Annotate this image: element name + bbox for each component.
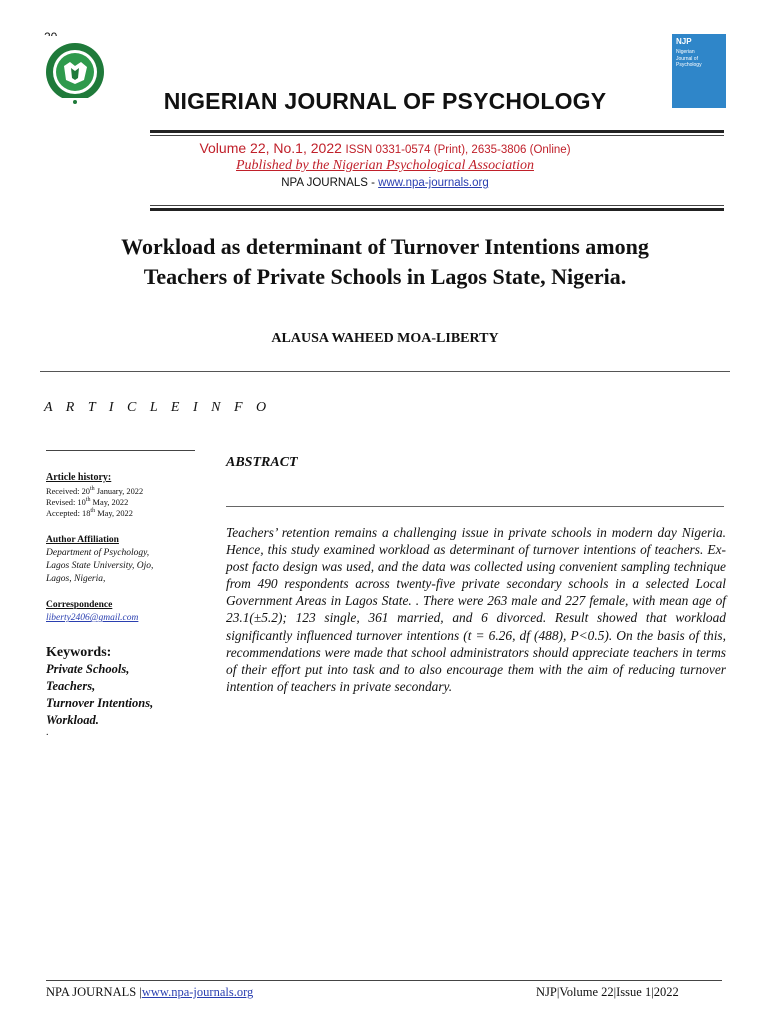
article-info-divider <box>46 450 195 451</box>
volume-line <box>0 140 770 156</box>
keyword-item: Private Schools, <box>46 662 130 676</box>
cover-line: Psychology <box>676 62 702 68</box>
author-affiliation-heading: Author Affiliation <box>46 535 119 545</box>
header-rule-top-thin <box>150 135 724 136</box>
paper-title-line: Workload as determinant of Turnover Intentions among <box>121 234 649 259</box>
header-rule-top <box>150 130 724 133</box>
header-rule-bottom-thin <box>150 205 724 206</box>
affiliation-line: Department of Psychology, <box>46 548 150 558</box>
article-history-heading: Article history: <box>46 472 112 483</box>
issn-info: ISSN 0331-0574 (Print), 2635-3806 (Online) <box>345 144 571 156</box>
correspondence-heading: Correspondence <box>46 600 113 610</box>
trailing-dot: . <box>46 727 49 738</box>
header-rule-bottom <box>150 208 724 211</box>
publisher-line: Published by the Nigerian Psychological Association <box>236 158 534 173</box>
footer-journal <box>46 985 253 1000</box>
volume-info: Volume 22, No.1, 2022 <box>199 140 342 156</box>
footer-issue-info: NJP|Volume 22|Issue 1|2022 <box>536 985 679 999</box>
journal-title: NIGERIAN JOURNAL OF PSYCHOLOGY <box>163 88 607 114</box>
npa-label: NPA JOURNALS - <box>281 177 379 189</box>
npa-journals-line <box>0 177 770 189</box>
cover-subtitle <box>676 49 702 69</box>
revised-date: Revised: 10th May, 2022 <box>46 497 129 507</box>
cover-line: Journal of <box>676 55 698 62</box>
footer-label: NPA JOURNALS | <box>46 985 142 999</box>
received-date: Received: 20th January, 2022 <box>46 486 144 496</box>
abstract-heading: ABSTRACT <box>226 455 298 470</box>
cover-title: NJP <box>676 37 692 46</box>
footer-website-link[interactable]: www.npa-journals.org <box>141 985 254 999</box>
keyword-item: Workload. <box>46 713 99 727</box>
keyword-item: Teachers, <box>46 679 96 693</box>
keywords-heading: Keywords: <box>46 645 112 660</box>
article-info-heading: A R T I C L E I N F O <box>44 400 272 415</box>
paper-title <box>60 232 710 292</box>
keyword-item: Turnover Intentions, <box>46 696 154 710</box>
npa-website-link[interactable]: www.npa-journals.org <box>378 177 489 189</box>
accepted-date: Accepted: 18th May, 2022 <box>46 508 133 518</box>
affiliation-line: Lagos, Nigeria, <box>46 574 106 584</box>
correspondence-email-link[interactable]: liberty2406@gmail.com <box>46 613 139 623</box>
author-divider <box>40 371 730 372</box>
author-name: ALAUSA WAHEED MOA-LIBERTY <box>271 331 499 346</box>
affiliation-line: Lagos State University, Ojo, <box>46 561 154 571</box>
abstract-divider <box>226 506 724 507</box>
abstract-text: Teachers’ retention remains a challenging issue in private schools in modern day Nigeria. Hence, this study examined workload as determinant of turnover intentions of teachers. Ex-post facto design was used, and the data was collected using convenient sampling technique from 490 respondents across twenty-five private secondary schools in a selected Local Government Areas in Lagos State. . There were 263 male and 227 female, with mean age of 23.1(±5.2); 123 single, 361 married, and 6 divorced. Result showed that workload significantly influenced turnover intentions (t = 6.26, df (488), P<0.5). On the basis of this, recommendations were made that school administrators should appreciate teachers in terms of their effort put into task and to also encourage them with the aim of reducing turnover intention of teachers in private secondary. <box>226 525 726 694</box>
cover-line: Nigerian <box>676 49 695 55</box>
paper-title-line: Teachers of Private Schools in Lagos State, Nigeria. <box>143 264 627 289</box>
footer-divider <box>46 980 722 981</box>
